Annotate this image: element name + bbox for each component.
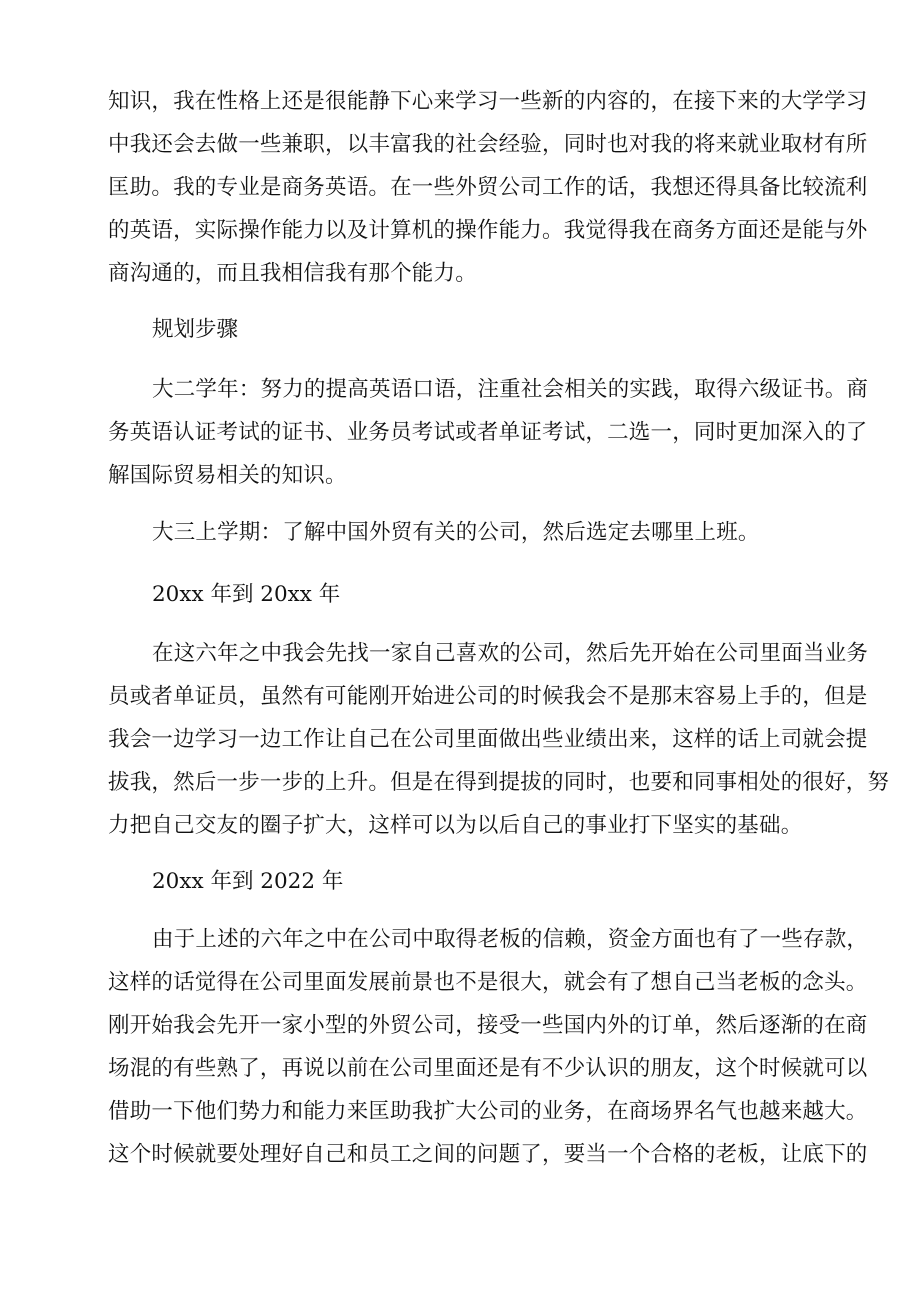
paragraph-line: 解国际贸易相关的知识。	[108, 463, 347, 488]
paragraph-line: 借助一下他们势力和能力来匡助我扩大公司的业务，在商场界名气也越来越大。	[108, 1099, 868, 1124]
paragraph-six-years	[108, 632, 890, 847]
paragraph-line: 员或者单证员，虽然有可能刚开始进公司的时候我会不是那末容易上手的，但是	[108, 684, 868, 709]
paragraph-line: 中我还会去做一些兼职，以丰富我的社会经验，同时也对我的将来就业取材有所	[108, 132, 868, 157]
paragraph-line: 大二学年：努力的提高英语口语，注重社会相关的实践，取得六级证书。商	[152, 377, 869, 402]
paragraph-line: 场混的有些熟了，再说以前在公司里面还是有不少认识的朋友，这个时候就可以	[108, 1056, 868, 1081]
paragraph-line: 力把自己交友的圈子扩大，这样可以为以后自己的事业打下坚实的基础。	[108, 813, 803, 838]
paragraph-line: 大三上学期：了解中国外贸有关的公司，然后选定去哪里上班。	[152, 520, 760, 545]
paragraph-line: 这样的话觉得在公司里面发展前景也不是很大，就会有了想自己当老板的念头。	[108, 970, 868, 995]
paragraph-line: 匡助。我的专业是商务英语。在一些外贸公司工作的话，我想还得具备比较流利	[108, 175, 868, 200]
paragraph-line: 刚开始我会先开一家小型的外贸公司，接受一些国内外的订单，然后逐渐的在商	[108, 1013, 868, 1038]
paragraph-own-company	[108, 918, 869, 1176]
section-heading-steps: 规划步骤	[152, 317, 239, 342]
paragraph-line: 这个时候就要处理好自己和员工之间的问题了，要当一个合格的老板，让底下的	[108, 1142, 868, 1167]
paragraph-line: 知识，我在性格上还是很能静下心来学习一些新的内容的，在接下来的大学学习	[108, 89, 868, 114]
section-heading-period-1: 20xx 年到 20xx 年	[152, 582, 341, 607]
paragraph-intro	[108, 80, 868, 295]
paragraph-line: 拔我，然后一步一步的上升。但是在得到提拔的同时，也要和同事相处的很好，努	[108, 770, 890, 795]
paragraph-line: 我会一边学习一边工作让自己在公司里面做出些业绩出来，这样的话上司就会提	[108, 727, 868, 752]
paragraph-line: 由于上述的六年之中在公司中取得老板的信赖，资金方面也有了一些存款，	[152, 927, 869, 952]
paragraph-line: 在这六年之中我会先找一家自己喜欢的公司，然后先开始在公司里面当业务	[152, 641, 869, 666]
section-heading-period-2: 20xx 年到 2022 年	[152, 869, 344, 894]
paragraph-line: 商沟通的，而且我相信我有那个能力。	[108, 261, 477, 286]
paragraph-year-three	[108, 511, 820, 554]
paragraph-year-two	[108, 368, 869, 497]
paragraph-line: 务英语认证考试的证书、业务员考试或者单证考试，二选一，同时更加深入的了	[108, 420, 868, 445]
paragraph-line: 的英语，实际操作能力以及计算机的操作能力。我觉得我在商务方面还是能与外	[108, 218, 868, 243]
